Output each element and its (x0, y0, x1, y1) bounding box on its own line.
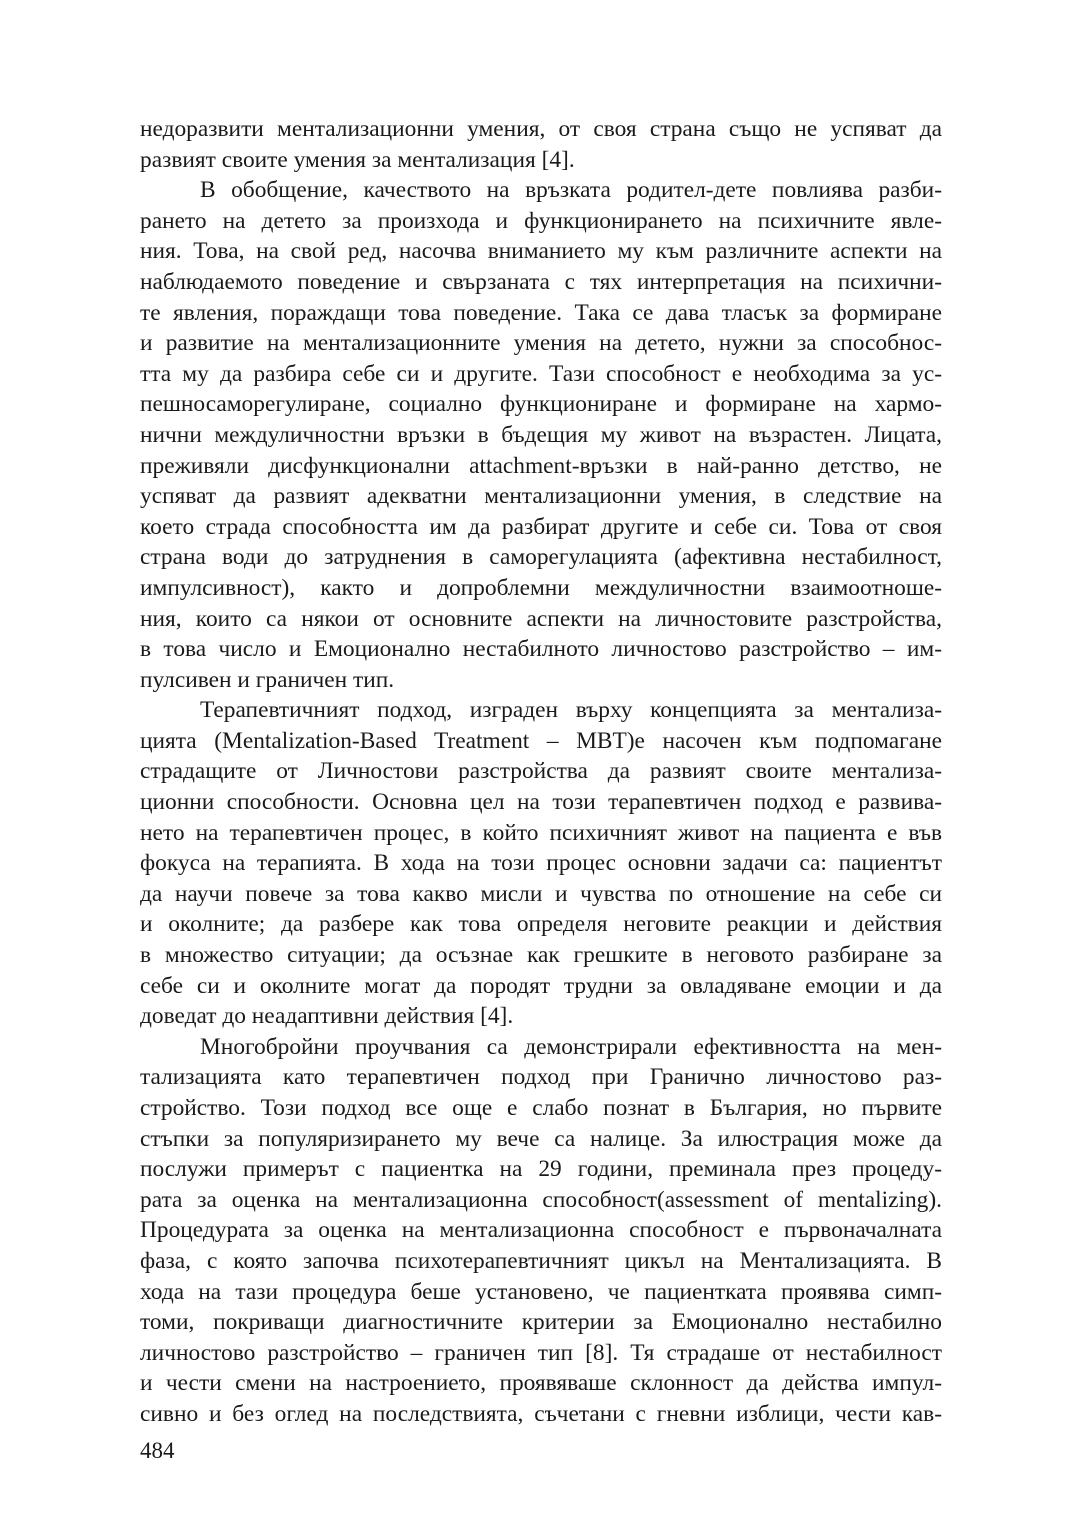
text-line: Многобройни проучвания са демонстрирали ефективността на мен- (200, 1033, 942, 1060)
text-line: рата за оценка на ментализационна способност(assessment of mentalizing). (140, 1186, 942, 1213)
text-line: страдащите от Личностови разстройства да развият своите ментализа- (140, 758, 942, 785)
text-line: страна води до затруднения в саморегулацията (афективна нестабилност, (140, 544, 942, 571)
text-line: което страда способността им да разбират другите и себе си. Това от своя (140, 513, 942, 540)
text-line: стъпки за популяризирането му вече са налице. За илюстрация може да (140, 1125, 942, 1152)
text-line: в множество ситуации; да осъзнае как грешките в неговото разбиране за (140, 942, 942, 969)
text-line: и развитие на ментализационните умения на детето, нужни за способнос- (140, 330, 942, 357)
text-line: и околните; да разбере как това определя неговите реакции и действия (140, 911, 942, 938)
text-line: и чести смени на настроението, проявяваше склонност да действа импул- (140, 1370, 942, 1397)
text-line: ния, които са някои от основните аспекти на личностовите разстройства, (140, 605, 942, 632)
paragraph-3 (140, 695, 942, 1032)
text-line: успяват да развият адекватни ментализационни умения, в следствие на (140, 483, 942, 510)
text-line: фаза, с която започва психотерапевтичният цикъл на Ментализацията. В (140, 1247, 942, 1274)
text-line: тализацията като терапевтичен подход при Гранично личностово раз- (140, 1064, 942, 1091)
text-line: наблюдаемото поведение и свързаната с тях интерпретация на психични- (140, 268, 942, 295)
text-line: В обобщение, качеството на връзката родител-дете повлиява разби- (200, 177, 942, 204)
text-line: сивно и без оглед на последствията, съчетани с гневни изблици, чести кав- (140, 1400, 942, 1427)
text-line: цията (Mentalization-Based Treatment – MBT)е насочен към подпомагане (140, 727, 942, 754)
paragraph-2 (140, 175, 942, 695)
text-line: да научи повече за това какво мисли и чувства по отношение на себе си (140, 880, 942, 907)
paragraph-1 (140, 114, 942, 175)
text-line: недоразвити ментализационни умения, от своя страна също не успяват да (140, 116, 942, 142)
text-line: в това число и Емоционално нестабилното личностово разстройство – им- (140, 636, 942, 663)
text-line: доведат до неадаптивни действия [4]. (140, 1003, 514, 1030)
text-line: ния. Това, на свой ред, насочва вниманието му към различните аспекти на (140, 238, 942, 265)
text-line: преживяли дисфункционални attachment-връзки в най-ранно детство, не (140, 452, 942, 479)
text-line: пешносаморегулиране, социално функциониране и формиране на хармо- (140, 391, 942, 418)
text-line: стройство. Този подход все още е слабо познат в България, но първите (140, 1095, 942, 1121)
text-line: ционни способности. Основна цел на този терапевтичен подход е развива- (140, 789, 942, 816)
text-line: послужи примерът с пациентка на 29 години, преминала през процеду- (140, 1156, 942, 1183)
text-line: личностово разстройство – граничен тип [8]. Тя страдаше от нестабилност (140, 1339, 942, 1366)
paragraph-4 (140, 1032, 942, 1430)
text-line: пулсивен и граничен тип. (140, 666, 395, 693)
text-line: хода на тази процедура беше установено, че пациентката проявява симп- (140, 1278, 942, 1305)
page-body (140, 114, 942, 1427)
text-line: тта му да разбира себе си и другите. Тази способност е необходима за ус- (140, 360, 942, 387)
text-line: импулсивност), както и допроблемни междуличностни взаимоотноше- (140, 574, 942, 601)
text-line: развият своите умения за ментализация [4]. (140, 146, 575, 173)
text-line: нични междуличностни връзки в бъдещия му живот на възрастен. Лицата, (140, 421, 942, 448)
text-line: Процедурата за оценка на ментализационна способност е първоначалната (140, 1217, 942, 1244)
text-line: фокуса на терапията. В хода на този процес основни задачи са: пациентът (140, 850, 942, 877)
text-line: Терапевтичният подход, изграден върху концепцията за ментализа- (200, 697, 942, 724)
text-line: нето на терапевтичен процес, в който психичният живот на пациента е във (140, 819, 942, 846)
text-line: те явления, пораждащи това поведение. Така се дава тласък за формиране (140, 299, 942, 326)
text-line: себе си и околните могат да породят трудни за овладяване емоции и да (140, 972, 942, 999)
page-number: 484 (140, 1438, 175, 1463)
text-line: рането на детето за произхода и функционирането на психичните явле- (140, 207, 942, 234)
text-line: томи, покриващи диагностичните критерии за Емоционално нестабилно (140, 1309, 942, 1336)
